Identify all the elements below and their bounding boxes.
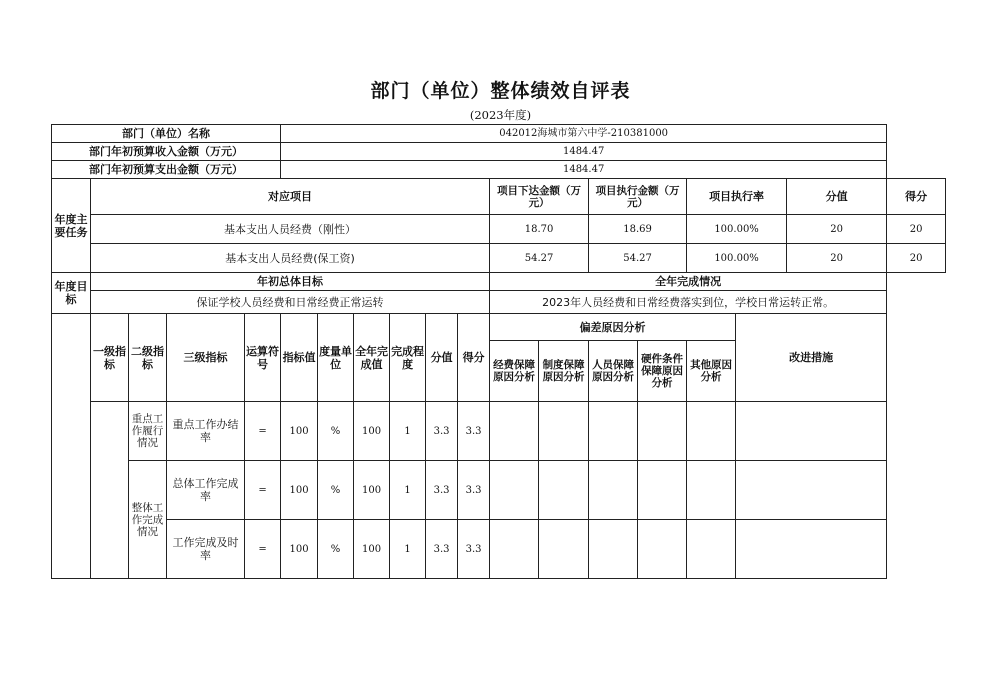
ind-target: 100 — [281, 402, 318, 461]
ind-header-level1: 一级指标 — [91, 314, 129, 402]
table-row — [52, 244, 946, 273]
ind-dev-hardware — [638, 461, 687, 520]
ind-score-value: 3.3 — [426, 461, 458, 520]
document-year: (2023年度) — [469, 108, 532, 122]
ind-operator: = — [245, 461, 281, 520]
tasks-header-score: 得分 — [887, 179, 946, 215]
ind-degree: 1 — [390, 520, 426, 579]
ind-operator: = — [245, 520, 281, 579]
ind-header-degree: 完成程度 — [390, 314, 426, 402]
ind-dev-system — [539, 461, 589, 520]
task-executed: 54.27 — [589, 244, 687, 273]
ind-degree: 1 — [390, 402, 426, 461]
tasks-header-item: 对应项目 — [91, 179, 490, 215]
tasks-header-executed: 项目执行金额（万元） — [589, 179, 687, 215]
ind-level2: 整体工作完成情况 — [129, 461, 167, 579]
ind-score: 3.3 — [458, 402, 490, 461]
table-row — [52, 520, 946, 579]
ind-header-level3: 三级指标 — [167, 314, 245, 402]
ind-dev-hardware — [638, 402, 687, 461]
ind-actual: 100 — [354, 461, 390, 520]
ind-dev-other — [687, 461, 736, 520]
tasks-section-label: 年度主要任务 — [52, 179, 91, 273]
ind-improvement — [736, 461, 887, 520]
ind-header-improvement: 改进措施 — [736, 314, 887, 402]
table-row — [52, 215, 946, 244]
tasks-header-rate: 项目执行率 — [687, 179, 787, 215]
ind-dev-other — [687, 520, 736, 579]
goals-initial-header: 年初总体目标 — [91, 273, 490, 291]
task-issued: 54.27 — [490, 244, 589, 273]
ind-level3: 总体工作完成率 — [167, 461, 245, 520]
task-item: 基本支出人员经费(保工资) — [91, 244, 490, 273]
ind-actual: 100 — [354, 402, 390, 461]
ind-score: 3.3 — [458, 520, 490, 579]
task-rate: 100.00% — [687, 215, 787, 244]
ind-unit: % — [318, 520, 354, 579]
ind-score: 3.3 — [458, 461, 490, 520]
tasks-header-issued: 项目下达金额（万元） — [490, 179, 589, 215]
task-score: 20 — [887, 244, 946, 273]
ind-target: 100 — [281, 461, 318, 520]
ind-level2: 重点工作履行情况 — [129, 402, 167, 461]
ind-header-score-value: 分值 — [426, 314, 458, 402]
performance-table — [51, 124, 946, 579]
budget-expense-label: 部门年初预算支出金额（万元） — [52, 161, 281, 179]
ind-actual: 100 — [354, 520, 390, 579]
task-score-value: 20 — [787, 244, 887, 273]
ind-header-level2: 二级指标 — [129, 314, 167, 402]
ind-header-score: 得分 — [458, 314, 490, 402]
ind-header-unit: 度量单位 — [318, 314, 354, 402]
ind-target: 100 — [281, 520, 318, 579]
ind-operator: = — [245, 402, 281, 461]
ind-improvement — [736, 520, 887, 579]
ind-header-deviation: 偏差原因分析 — [490, 314, 736, 341]
ind-dev-hardware — [638, 520, 687, 579]
ind-header-operator: 运算符号 — [245, 314, 281, 402]
ind-level3: 工作完成及时率 — [167, 520, 245, 579]
goals-section-label: 年度目标 — [52, 273, 91, 314]
dept-name-value: 042012海城市第六中学-210381000 — [281, 125, 887, 143]
indicators-section-label — [52, 314, 91, 579]
ind-dev-staff — [589, 520, 638, 579]
ind-dev-system — [539, 520, 589, 579]
ind-dev-other — [687, 402, 736, 461]
tasks-header-score-value: 分值 — [787, 179, 887, 215]
ind-level3: 重点工作办结率 — [167, 402, 245, 461]
task-score-value: 20 — [787, 215, 887, 244]
dept-name-label: 部门（单位）名称 — [52, 125, 281, 143]
ind-header-dev-hardware: 硬件条件保障原因分析 — [638, 341, 687, 402]
task-rate: 100.00% — [687, 244, 787, 273]
ind-unit: % — [318, 461, 354, 520]
budget-income-value: 1484.47 — [281, 143, 887, 161]
ind-header-dev-funding: 经费保障原因分析 — [490, 341, 539, 402]
budget-expense-value: 1484.47 — [281, 161, 887, 179]
ind-header-dev-other: 其他原因分析 — [687, 341, 736, 402]
goals-completion-text: 2023年人员经费和日常经费落实到位，学校日常运转正常。 — [490, 291, 887, 314]
ind-score-value: 3.3 — [426, 402, 458, 461]
ind-dev-staff — [589, 461, 638, 520]
ind-degree: 1 — [390, 461, 426, 520]
ind-score-value: 3.3 — [426, 520, 458, 579]
task-item: 基本支出人员经费（刚性） — [91, 215, 490, 244]
task-executed: 18.69 — [589, 215, 687, 244]
task-issued: 18.70 — [490, 215, 589, 244]
goals-completion-header: 全年完成情况 — [490, 273, 887, 291]
ind-dev-funding — [490, 402, 539, 461]
ind-header-target: 指标值 — [281, 314, 318, 402]
ind-header-dev-staff: 人员保障原因分析 — [589, 341, 638, 402]
table-row — [52, 461, 946, 520]
table-row — [52, 402, 946, 461]
ind-level1 — [91, 402, 129, 579]
ind-improvement — [736, 402, 887, 461]
ind-dev-system — [539, 402, 589, 461]
ind-header-dev-system: 制度保障原因分析 — [539, 341, 589, 402]
ind-dev-funding — [490, 461, 539, 520]
ind-header-actual: 全年完成值 — [354, 314, 390, 402]
ind-dev-funding — [490, 520, 539, 579]
goals-initial-text: 保证学校人员经费和日常经费正常运转 — [91, 291, 490, 314]
document-title: 部门（单位）整体绩效自评表 — [370, 80, 631, 102]
ind-dev-staff — [589, 402, 638, 461]
task-score: 20 — [887, 215, 946, 244]
budget-income-label: 部门年初预算收入金额（万元） — [52, 143, 281, 161]
ind-unit: % — [318, 402, 354, 461]
